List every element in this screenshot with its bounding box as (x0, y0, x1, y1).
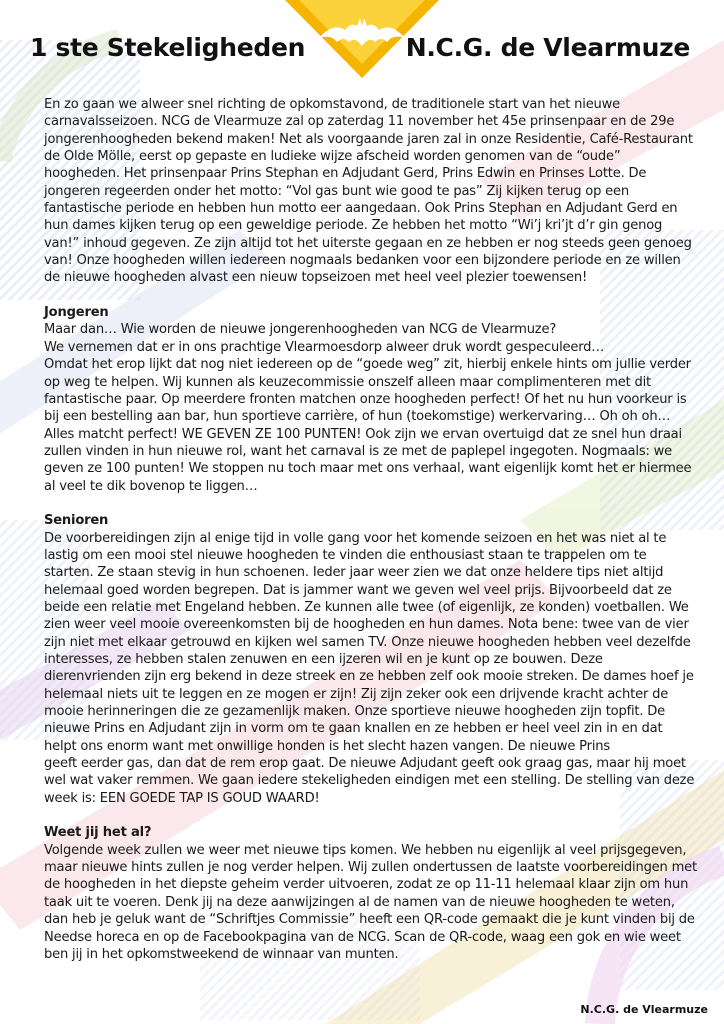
section-heading-jongeren: Jongeren (44, 305, 109, 321)
page-title: 1 ste Stekeligheden (30, 33, 306, 62)
paragraph: geeft eerder gas, dan dat de rem erop gaat. De nieuwe Adjudant geeft ook graag gas, maar hij moet wel wat vaker remmen. We gaan iedere stekeligheden eindigen met een stelling. De stelling van deze week is: EEN GOEDE TAP IS GOUD WAARD! (44, 756, 695, 806)
paragraph: Maar dan… Wie worden de nieuwe jongerenhoogheden van NCG de Vlearmuze? (44, 322, 557, 338)
organization-name: N.C.G. de Vlearmuze (405, 33, 690, 62)
paragraph: Omdat het erop lijkt dat nog niet iedereen op de “goede weg” zit, hierbij enkele hints om jullie verder op weg te helpen. Wij kunnen als keuzecommissie onszelf alleen maar complimenteren met dit fantastische paar. Op meerdere fronten matchen onze hoogheden perfect! Of het nu hun voorkeur is bij een bestelling aan bar, hun sportieve carrière, of hun (toekomstige) werkervaring… Oh oh oh… Alles matcht perfect! WE GEVEN ZE 100 PUNTEN! Ook zijn we ervan overtuigd dat ze snel hun draai zullen vinden in hun nieuwe rol, want het carnaval is ze met de paplepel ingegoten. Nogmaals: we geven ze 100 punten! We stoppen nu toch maar met ons verhaal, want eigenlijk komt het er hiermee al veel te dik bovenop te liggen… (44, 357, 692, 494)
article-body (44, 96, 698, 963)
section-heading-senioren: Senioren (44, 513, 109, 529)
intro-paragraph: En zo gaan we alweer snel richting de opkomstavond, de traditionele start van het nieuwe carnavalsseizoen. NCG de Vlearmuze zal op zaterdag 11 november het 45e prinsenpaar en de 29e jongerenhoogheden bekend maken! Net als voorgaande jaren zal in onze Residentie, Café-Restaurant de Olde Mölle, eerst op gepaste en ludieke wijze afscheid worden genomen van de “oude” hoogheden. Het prinsenpaar Prins Stephan en Adjudant Gerd, Prins Edwin en Prinses Lotte. De jongeren regeerden onder het motto: “Vol gas bunt wie good te pas” Zij kijken terug op een fantastische periode en hebben hun motto eer aangedaan. Ook Prins Stephan en Adjudant Gerd en hun dames kijken terug op een geweldige periode. Ze hebben het motto “Wi’j kri’jt d’r gin genog van!” inhoud gegeven. Ze zijn altijd tot het uiterste gegaan en ze hebben er nog steeds geen genoeg van! Onze hoogheden willen iedereen nogmaals bedanken voor een bijzondere periode en ze willen de nieuwe hoogheden alvast een nieuw topseizoen met heel veel plezier toewensen! (44, 97, 693, 286)
footer-signature: N.C.G. de Vlearmuze (580, 1003, 708, 1016)
paragraph: De voorbereidingen zijn al enige tijd in volle gang voor het komende seizoen en het was niet al te lastig om een mooi stel nieuwe hoogheden te vinden die enthousiast staan te trappelen om te starten. Ze staan stevig in hun schoenen. Ieder jaar weer zien we dat onze heldere tips niet altijd helemaal goed worden begrepen. Dat is jammer want we geven wel veel prijs. Bijvoorbeeld dat ze beide een relatie met Engeland hebben. Ze kunnen alle twee (of eigenlijk, ze konden) voetballen. We zien weer veel mooie overeenkomsten bij de hoogheden en hun dames. Nota bene: twee van de vier zijn niet met elkaar getrouwd en kijken wel samen TV. Onze nieuwe hoogheden hebben veel dezelfde interesses, ze hebben stalen zenuwen en een ijzeren wil en je kunt op ze bouwen. Deze dierenvrienden zijn erg bekend in deze streek en ze hebben zelf ook mooie streken. De dames hoef je helemaal niets uit te leggen en ze mogen er zijn! Zij zijn zeker ook een drijvende kracht achter de mooie herinneringen die ze gezamenlijk maken. Onze sportieve nieuwe hoogheden zijn topfit. De nieuwe Prins en Adjudant zijn in vorm om te gaan knallen en ze hebben er heel veel zin in en dat helpt ons enorm want met onwillige honden is het slecht hazen vangen. De nieuwe Prins (44, 530, 694, 754)
paragraph: Volgende week zullen we weer met nieuwe tips komen. We hebben nu eigenlijk al veel prijsgegeven, maar nieuwe hints zullen je nog verder helpen. Wij zullen ondertussen de laatste voorbereidingen met de hoogheden in het diepste geheim verder uitvoeren, zodat ze op 11-11 helemaal klaar zijn om hun taak uit te voeren. Denk jij na deze aanwijzingen al de namen van de nieuwe hoogheden te weten, dan heb je geluk want de “Schriftjes Commissie” heeft een QR-code gemaakt die je kunt vinden bij de Needse horeca en op de Facebookpagina van de NCG. Scan de QR-code, waag een gok en wie weet ben jij in het opkomstweekend de winnaar van munten. (44, 842, 697, 962)
header (0, 0, 724, 84)
section-heading-weet-jij-het-al: Weet jij het al? (44, 825, 152, 841)
paragraph: We vernemen dat er in ons prachtige Vlearmoesdorp alweer druk wordt gespeculeerd… (44, 339, 605, 355)
